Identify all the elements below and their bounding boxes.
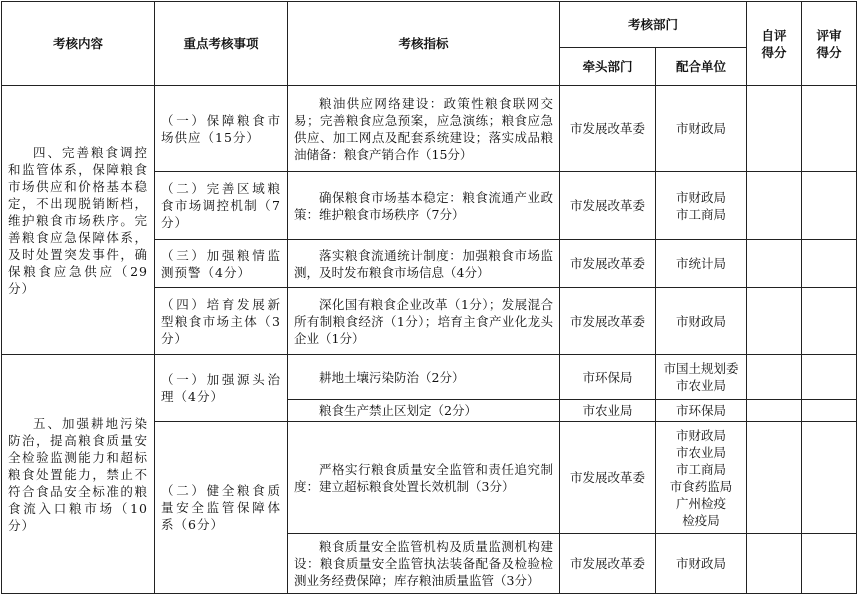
header-coop-unit: 配合单位 — [656, 48, 747, 86]
section5-review-score-1 — [802, 355, 857, 400]
section4-coop-1: 市财政局 — [656, 86, 747, 172]
section5-review-score-4 — [802, 534, 857, 594]
section4-indicator-3: 落实粮食流通统计制度：加强粮食市场监测，及时发布粮食市场信息（4分） — [288, 240, 560, 288]
section5-indicator-3: 严格实行粮食质量安全监管和责任追究制度：建立超标粮食处置长效机制（3分） — [288, 422, 560, 534]
header-indicators: 考核指标 — [288, 2, 560, 86]
section5-review-score-3 — [802, 422, 857, 534]
section5-coop-3: 市财政局 市农业局 市工商局 市食药监局 广州检疫 检疫局 — [656, 422, 747, 534]
section4-coop-3: 市统计局 — [656, 240, 747, 288]
section4-lead-1: 市发展改革委 — [560, 86, 656, 172]
section4-self-score-1 — [747, 86, 802, 172]
section4-lead-2: 市发展改革委 — [560, 172, 656, 240]
section4-review-score-4 — [802, 288, 857, 355]
section4-item-3: （三）加强粮情监测预警（4分） — [155, 240, 288, 288]
section5-indicator-2: 粮食生产禁止区划定（2分） — [288, 400, 560, 422]
header-lead-dept: 牵头部门 — [560, 48, 656, 86]
header-key-items: 重点考核事项 — [155, 2, 288, 86]
section4-indicator-2: 确保粮食市场基本稳定：粮食流通产业政策：维护粮食市场秩序（7分） — [288, 172, 560, 240]
section5-lead-4: 市发展改革委 — [560, 534, 656, 594]
section5-self-score-2 — [747, 400, 802, 422]
section5-indicator-4: 粮食质量安全监管机构及质量监测机构建设：粮食质量安全监管执法装备配备及检验检测业务经费保障；库存粮油质量监管（3分） — [288, 534, 560, 594]
header-content: 考核内容 — [2, 2, 155, 86]
section5-indicator-1: 耕地土壤污染防治（2分） — [288, 355, 560, 400]
header-departments: 考核部门 — [560, 2, 747, 48]
section5-coop-2: 市环保局 — [656, 400, 747, 422]
section4-item-1: （一）保障粮食市场供应（15分） — [155, 86, 288, 172]
section5-coop-4: 市财政局 — [656, 534, 747, 594]
header-self-score: 自评得分 — [747, 2, 802, 86]
assessment-table — [1, 1, 857, 594]
section5-self-score-4 — [747, 534, 802, 594]
section5-coop-1: 市国土规划委 市农业局 — [656, 355, 747, 400]
section5-self-score-1 — [747, 355, 802, 400]
section5-lead-3: 市发展改革委 — [560, 422, 656, 534]
section4-self-score-2 — [747, 172, 802, 240]
section5-content: 五、加强耕地污染防治，提高粮食质量安全检验监测能力和超标粮食处置能力，禁止不符合食品安全标准的粮食流入口粮市场（10分） — [2, 355, 155, 594]
section4-indicator-4: 深化国有粮食企业改革（1分）；发展混合所有制粮食经济（1分）；培育主食产业化龙头企业（1分） — [288, 288, 560, 355]
section4-lead-3: 市发展改革委 — [560, 240, 656, 288]
section5-review-score-2 — [802, 400, 857, 422]
section4-coop-4: 市财政局 — [656, 288, 747, 355]
section4-review-score-1 — [802, 86, 857, 172]
section5-self-score-3 — [747, 422, 802, 534]
section5-lead-1: 市环保局 — [560, 355, 656, 400]
section4-self-score-4 — [747, 288, 802, 355]
section4-lead-4: 市发展改革委 — [560, 288, 656, 355]
section5-item-1: （一）加强源头治理（4分） — [155, 355, 288, 422]
section5-lead-2: 市农业局 — [560, 400, 656, 422]
section4-item-2: （二）完善区域粮食市场调控机制（7分） — [155, 172, 288, 240]
section4-self-score-3 — [747, 240, 802, 288]
section4-indicator-1: 粮油供应网络建设：政策性粮食联网交易；完善粮食应急预案，应急演练；粮食应急供应、加工网点及配套系统建设；落实成品粮油储备：粮食产销合作（15分） — [288, 86, 560, 172]
section4-review-score-2 — [802, 172, 857, 240]
section4-content: 四、完善粮食调控和监管体系，保障粮食市场供应和价格基本稳定，不出现脱销断档，维护粮食市场秩序。完善粮食应急保障体系，及时处置突发事件，确保粮食应急供应（29分） — [2, 86, 155, 355]
section4-item-4: （四）培育发展新型粮食市场主体（3分） — [155, 288, 288, 355]
header-review-score: 评审得分 — [802, 2, 857, 86]
section4-review-score-3 — [802, 240, 857, 288]
section4-coop-2: 市财政局 市工商局 — [656, 172, 747, 240]
section5-item-2: （二）健全粮食质量安全监管保障体系（6分） — [155, 422, 288, 594]
